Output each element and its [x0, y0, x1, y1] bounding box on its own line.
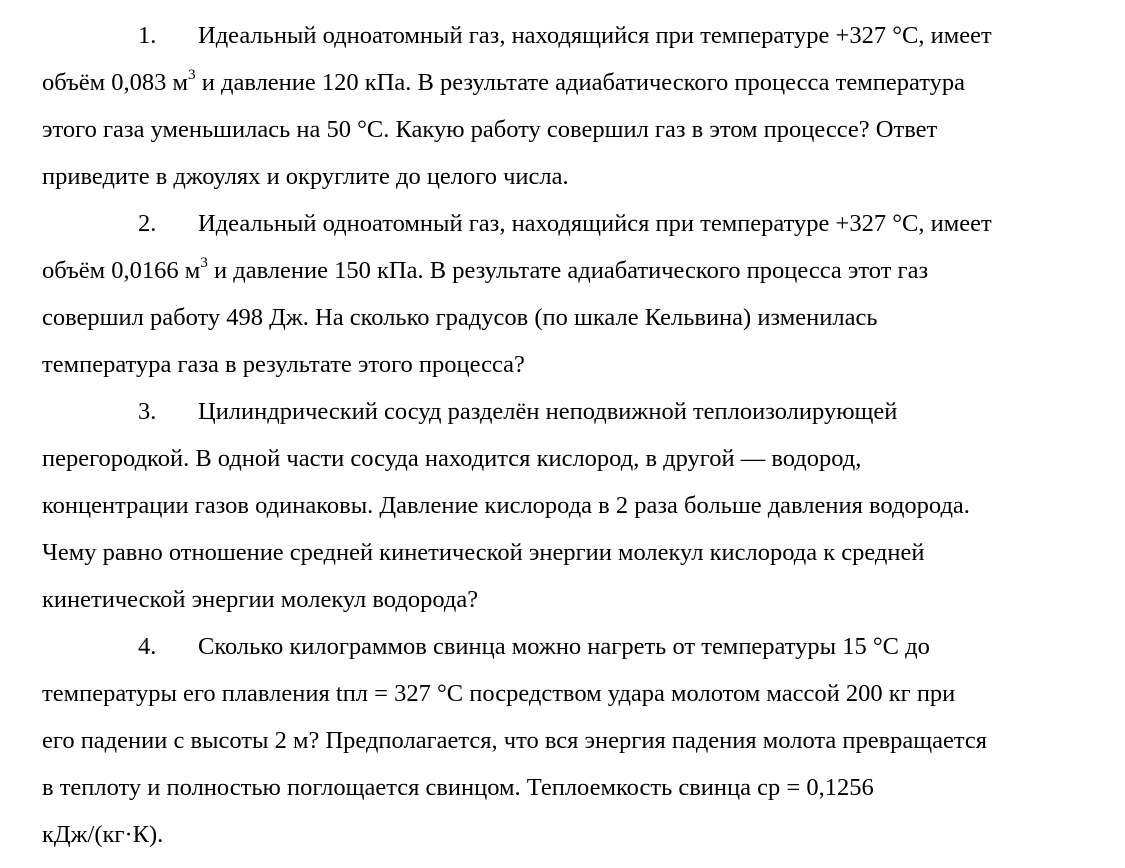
- problem-text: Чему равно отношение средней кинетической энергии молекул кислорода к средней: [42, 539, 925, 566]
- problem-1: [42, 12, 1102, 200]
- problem-line: [42, 764, 1102, 811]
- problem-line: [42, 717, 1102, 764]
- problem-line: [42, 153, 1102, 200]
- problem-text: объём 0,0166 м: [42, 257, 201, 284]
- problem-line: [42, 388, 1102, 435]
- problem-number: 3.: [138, 398, 157, 425]
- problem-text: Идеальный одноатомный газ, находящийся при температуре +327 °C, имеет: [198, 22, 992, 49]
- problem-line: [42, 811, 1102, 858]
- problem-text: температура газа в результате этого процесса?: [42, 351, 525, 378]
- problem-text: объём 0,083 м: [42, 69, 189, 96]
- problem-line: [42, 106, 1102, 153]
- problem-line: [42, 529, 1102, 576]
- problem-line: [42, 341, 1102, 388]
- problem-text: совершил работу 498 Дж. На сколько градусов (по шкале Кельвина) изменилась: [42, 304, 878, 331]
- problem-number: 1.: [138, 22, 157, 49]
- problem-text: температуры его плавления tпл = 327 °C посредством удара молотом массой 200 кг при: [42, 680, 956, 707]
- superscript: 3: [200, 254, 208, 272]
- problem-line: [42, 482, 1102, 529]
- problem-text: в теплоту и полностью поглощается свинцом. Теплоемкость свинца cp = 0,1256: [42, 774, 874, 801]
- superscript: 3: [188, 66, 196, 84]
- problem-text: его падении с высоты 2 м? Предполагается, что вся энергия падения молота превращается: [42, 727, 988, 754]
- problem-line: [42, 247, 1102, 294]
- problem-4: [42, 623, 1102, 858]
- problem-line: [42, 200, 1102, 247]
- problem-text: перегородкой. В одной части сосуда находится кислород, в другой — водород,: [42, 445, 862, 472]
- problem-text: кинетической энергии молекул водорода?: [42, 586, 479, 613]
- problem-line: [42, 576, 1102, 623]
- problem-text: Сколько килограммов свинца можно нагреть от температуры 15 °C до: [198, 633, 930, 660]
- problem-text: и давление 150 кПа. В результате адиабатического процесса этот газ: [207, 257, 929, 284]
- problem-text: концентрации газов одинаковы. Давление кислорода в 2 раза больше давления водорода.: [42, 492, 970, 519]
- problem-text: приведите в джоулях и округлите до целого числа.: [42, 163, 569, 190]
- problem-text: Цилиндрический сосуд разделён неподвижной теплоизолирующей: [198, 398, 898, 425]
- problem-line: [42, 59, 1102, 106]
- problem-line: [42, 435, 1102, 482]
- problem-text: Идеальный одноатомный газ, находящийся при температуре +327 °C, имеет: [198, 210, 992, 237]
- problem-text: кДж/(кг·К).: [42, 821, 164, 848]
- problem-number: 2.: [138, 210, 157, 237]
- problem-line: [42, 294, 1102, 341]
- problem-text: этого газа уменьшилась на 50 °C. Какую работу совершил газ в этом процессе? Ответ: [42, 116, 938, 143]
- problem-line: [42, 12, 1102, 59]
- document-page: [42, 12, 1102, 858]
- problem-number: 4.: [138, 633, 157, 660]
- problem-line: [42, 670, 1102, 717]
- problem-line: [42, 623, 1102, 670]
- problem-3: [42, 388, 1102, 623]
- problem-text: и давление 120 кПа. В результате адиабатического процесса температура: [195, 69, 965, 96]
- problem-2: [42, 200, 1102, 388]
